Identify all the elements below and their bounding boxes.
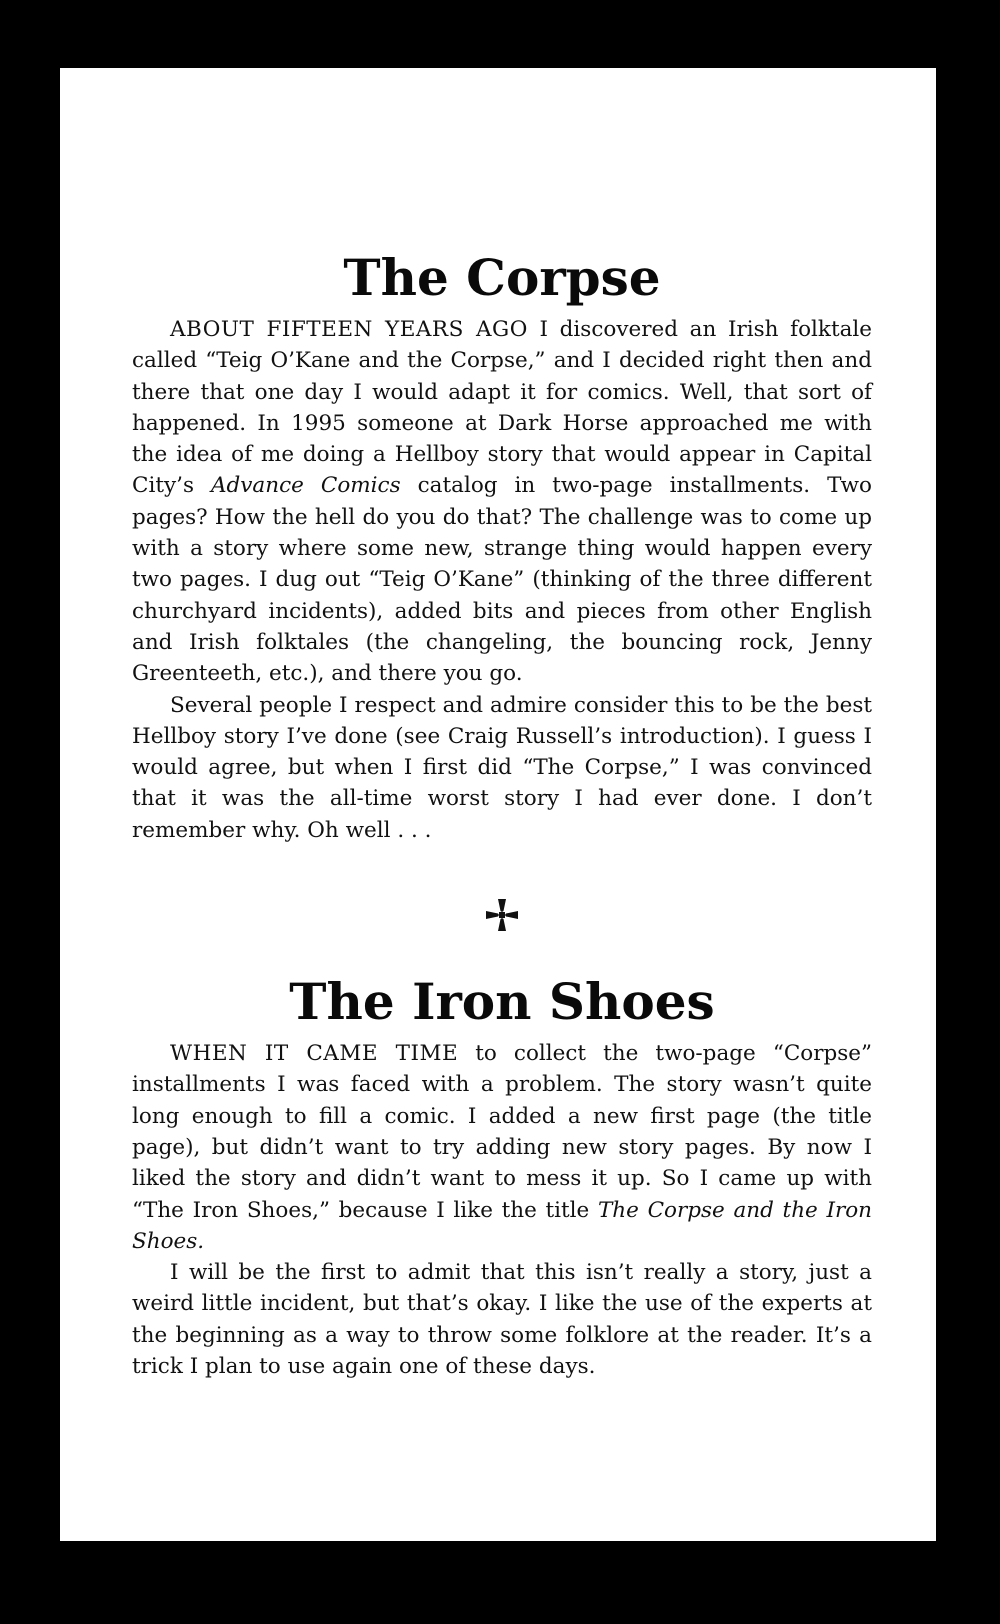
paragraph-italic: Advance Comics bbox=[211, 473, 401, 499]
section-title: The Corpse bbox=[343, 248, 661, 307]
book-page bbox=[60, 68, 936, 1541]
page-content bbox=[132, 248, 872, 1382]
paragraph-lead-caps: WHEN IT CAME TIME bbox=[170, 1041, 459, 1067]
section-the-iron-shoes bbox=[132, 972, 872, 1382]
section-the-corpse bbox=[132, 248, 872, 846]
section-divider bbox=[132, 898, 872, 938]
section-title: The Iron Shoes bbox=[289, 972, 715, 1032]
paragraph-text: to collect the two-page “Corpse” installments I was faced with a problem. The story wasn’t quite long enough to fill a comic. I added a new first page (the title page), but didn’t want to try adding new story pages. By now I liked the story and didn’t want to mess it up. So I came up with “The Iron Shoes,” because I like the title bbox=[132, 1041, 873, 1223]
paragraph: I will be the first to admit that this isn’t really a story, just a weird little incident, but that’s okay. I like the use of the experts at the beginning as a way to throw some folklore at the reader. It’s a trick I plan to use again one of these days. bbox=[132, 1260, 872, 1380]
paragraph bbox=[132, 1038, 872, 1257]
paragraph-tail: catalog in two-page installments. Two pages? How the hell do you do that? The challenge was to come up with a story where some new, strange thing would happen every two pages. I dug out “Teig O’Kane” (thinking of the three different churchyard incidents), added bits and pieces from other English and Irish folktales (the changeling, the bouncing rock, Jenny Greenteeth, etc.), and there you go. bbox=[132, 473, 872, 687]
paragraph-text: I discovered an Irish folktale called “Teig O’Kane and the Corpse,” and I decided right then and there that one day I would adapt it for comics. Well, that sort of happened. In 1995 someone at Dark Horse approached me with the idea of me doing a Hellboy story that would appear in Capital City’s bbox=[132, 317, 873, 499]
paragraph: Several people I respect and admire consider this to be the best Hellboy story I’ve done (see Craig Russell’s introduction). I guess I would agree, but when I first did “The Corpse,” I was convinced that it was the all-time worst story I had ever done. I don’t remember why. Oh well . . . bbox=[132, 692, 872, 843]
paragraph-italic: The Corpse and the Iron Shoes. bbox=[132, 1197, 873, 1254]
paragraph-lead-caps: ABOUT FIFTEEN YEARS AGO bbox=[170, 317, 528, 342]
cross-pattee-icon bbox=[485, 898, 519, 932]
paragraph bbox=[132, 314, 872, 690]
